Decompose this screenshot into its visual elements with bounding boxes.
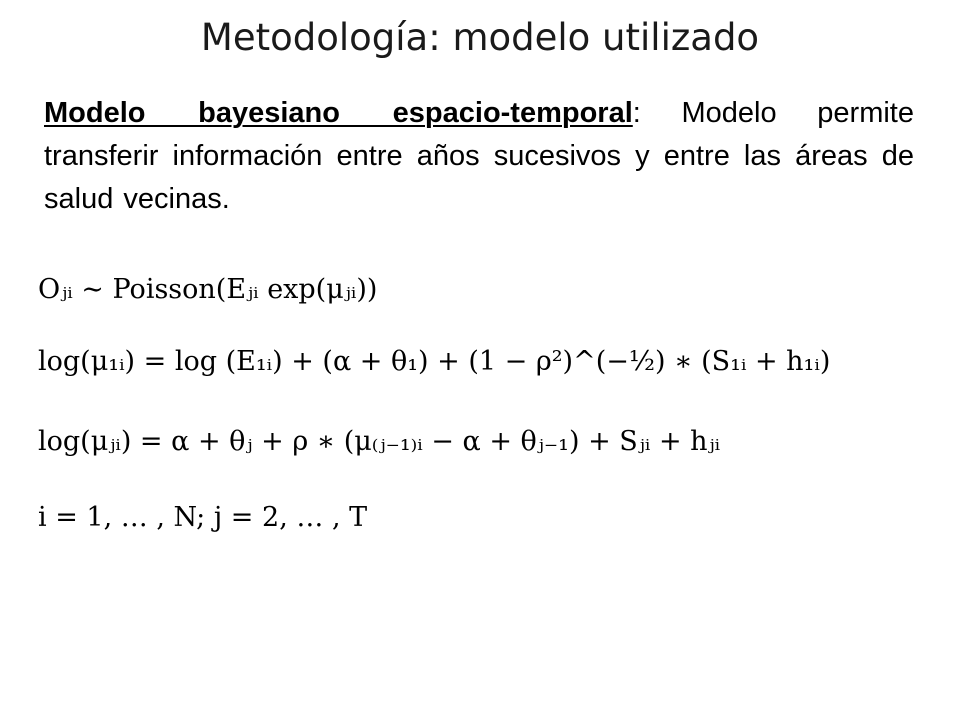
intro-paragraph	[44, 92, 914, 221]
intro-text: Modelo permite transferir información entre años sucesivos y entre las áreas de salud vecinas.	[44, 97, 914, 215]
formula-log-mu-recursive: log(μⱼᵢ) = α + θⱼ + ρ ∗ (μ₍ⱼ₋₁₎ᵢ − α + θⱼ₋₁) + Sⱼᵢ + hⱼᵢ	[38, 426, 721, 457]
slide-title: Metodología: modelo utilizado	[200, 16, 760, 59]
term-colon: :	[632, 97, 641, 129]
formula-index-ranges: i = 1, … , N; j = 2, … , T	[38, 502, 368, 533]
formula-poisson: Oⱼᵢ ∼ Poisson(Eⱼᵢ exp(μⱼᵢ))	[38, 274, 378, 305]
model-term: Modelo bayesiano espacio-temporal	[44, 97, 633, 129]
formula-log-mu-first-year: log(μ₁ᵢ) = log (E₁ᵢ) + (α + θ₁) + (1 − ρ²)^(−½) ∗ (S₁ᵢ + h₁ᵢ)	[38, 346, 831, 377]
